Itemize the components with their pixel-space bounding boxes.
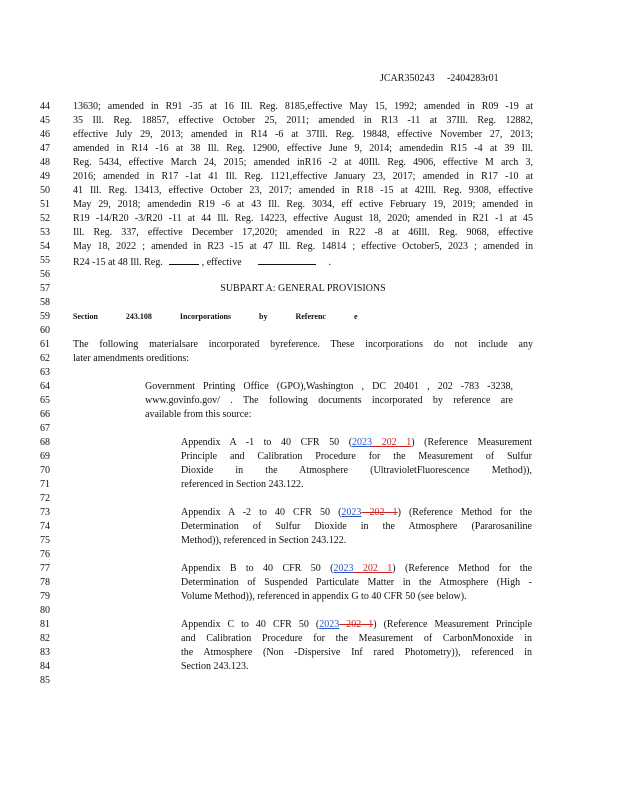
line-number: 69 [40,451,50,462]
line-number: 50 [40,185,50,196]
line-number: 54 [40,241,50,252]
blank-reg-page [169,255,199,265]
appendix-line: Determination of Suspended Particulate Matter in the Atmosphere (High - [181,577,532,588]
line-number: 46 [40,129,50,140]
deleted-year: 202 1 [361,507,398,518]
subpart-title: SUBPART A: GENERAL PROVISIONS [220,283,386,294]
line-number: 60 [40,325,50,336]
line-number: 55 [40,255,50,266]
line-number: 81 [40,619,50,630]
appendix-line: Section 243.123. [181,661,249,672]
header-revision-id: -2404283r01 [446,73,499,84]
line-number: 74 [40,521,50,532]
appendix-first-line: Appendix A -2 to 40 CFR 50 (2023 202 1) (Reference Method for the [181,507,533,518]
gpo-url-line: www.govinfo.gov/ . The following documents incorporated by reference are [145,395,513,406]
intro-line: later amendments oreditions: [73,353,190,364]
line-number: 82 [40,633,50,644]
header-jcar-id: JCAR350243 [380,73,435,84]
line-number: 49 [40,171,50,182]
line-number: 65 [40,395,50,406]
line-number: 83 [40,647,50,658]
history-line: May 29, 2018; amendedin R19 -6 at 43 Ill. Reg. 3034, eff ective February 19, 2019; amended in [73,199,533,210]
appendix-line: referenced in Section 243.122. [181,479,304,490]
line-number: 76 [40,549,50,560]
appendix-line: Method)), referenced in Section 243.122. [181,535,347,546]
blank-effective-date [258,255,316,265]
line-number: 67 [40,423,50,434]
document-header [380,73,499,84]
line-number: 75 [40,535,50,546]
line-number: 80 [40,605,50,616]
history-line: R19 -14/R20 -3/R20 -11 at 44 Ill. Reg. 14223, effective August 18, 2020; amended in R21 -1 at 45 [73,213,533,224]
line-number: 79 [40,591,50,602]
line-number: 51 [40,199,50,210]
history-line: effective July 29, 2013; amended in R14 -6 at 37Ill. Reg. 19848, effective November 27, 2013; [73,129,533,140]
history-last-suffix: . [328,257,332,268]
line-number: 66 [40,409,50,420]
line-number: 61 [40,339,50,350]
history-line-last [73,255,331,269]
appendix-line: Dioxide in the Atmosphere (UltravioletFluorescence Method)), [181,465,532,476]
line-number: 63 [40,367,50,378]
inserted-year: 2023 [333,563,354,574]
line-number: 77 [40,563,50,574]
line-number: 68 [40,437,50,448]
gpo-line: Government Printing Office (GPO),Washington , DC 20401 , 202 -783 -3238, [145,381,513,392]
line-number: 58 [40,297,50,308]
section-heading: Section 243.108 Incorporations by Referenc e [73,312,358,321]
appendix-line: Determination of Sulfur Dioxide in the Atmosphere (Pararosaniline [181,521,532,532]
line-number: 78 [40,577,50,588]
line-number: 70 [40,465,50,476]
line-number: 73 [40,507,50,518]
history-line: 35 Ill. Reg. 18857, effective October 25, 2011; amended in R13 -11 at 37Ill. Reg. 12882, [73,115,533,126]
changed-year: 202 1 [353,563,393,574]
line-number: 62 [40,353,50,364]
line-number: 56 [40,269,50,280]
line-number: 52 [40,213,50,224]
line-number: 59 [40,311,50,322]
history-last-prefix: R24 -15 at 48 Ill. Reg. [73,257,163,268]
line-number: 45 [40,115,50,126]
intro-line: The following materialsare incorporated byreference. These incorporations do not include any [73,339,533,350]
appendix-line: and Calibration Procedure for the Measurement of CarbonMonoxide in [181,633,532,644]
history-line: Ill. Reg. 337, effective December 17,2020; amended in R22 -8 at 46Ill. Reg. 9068, effective [73,227,533,238]
deleted-year: 202 1 [339,619,374,630]
appendix-line: the Atmosphere (Non -Dispersive Inf rared Photometry)), referenced in [181,647,532,658]
history-line: Reg. 5434, effective March 24, 2015; amended inR16 -2 at 40Ill. Reg. 4906, effective M arch 3, [73,157,533,168]
history-line: 13630; amended in R91 -35 at 16 Ill. Reg. 8185,effective May 15, 1992; amended in R09 -19 at [73,101,533,112]
line-number: 71 [40,479,50,490]
line-number: 47 [40,143,50,154]
line-number: 48 [40,157,50,168]
appendix-first-line: Appendix A -1 to 40 CFR 50 (2023 202 1) (Reference Measurement [181,437,533,448]
history-line: amended in R14 -16 at 38 Ill. Reg. 12900, effective June 9, 2014; amendedin R15 -4 at 39 Ill. [73,143,533,154]
gpo-line [145,395,513,407]
line-number: 84 [40,661,50,672]
history-line: 41 Ill. Reg. 13413, effective October 23, 2017; amended in R18 -15 at 42Ill. Reg. 9308, effective [73,185,533,196]
line-number: 53 [40,227,50,238]
history-line: May 18, 2022 ; amended in R23 -15 at 47 Ill. Reg. 14814 ; effective October5, 2023 ; amended in [73,241,533,252]
inserted-year: 2023 [352,437,373,448]
appendix-line: Volume Method)), referenced in appendix G to 40 CFR 50 (see below). [181,591,467,602]
line-number: 57 [40,283,50,294]
appendix-first-line: Appendix C to 40 CFR 50 (2023 202 1) (Reference Measurement Principle [181,619,533,630]
line-number: 64 [40,381,50,392]
gpo-line: available from this source: [145,409,252,420]
line-number: 44 [40,101,50,112]
history-line: 2016; amended in R17 -1at 41 Ill. Reg. 1121,effective January 23, 2017; amended in R17 -10 at [73,171,533,182]
changed-year: 202 1 [372,437,412,448]
line-number: 72 [40,493,50,504]
line-number: 85 [40,675,50,686]
history-last-mid: , effective [201,257,242,268]
inserted-year: 2023 [341,507,362,518]
inserted-year: 2023 [319,619,340,630]
appendix-line: Principle and Calibration Procedure for the Measurement of Sulfur [181,451,532,462]
appendix-first-line: Appendix B to 40 CFR 50 (2023 202 1) (Reference Method for the [181,563,533,574]
